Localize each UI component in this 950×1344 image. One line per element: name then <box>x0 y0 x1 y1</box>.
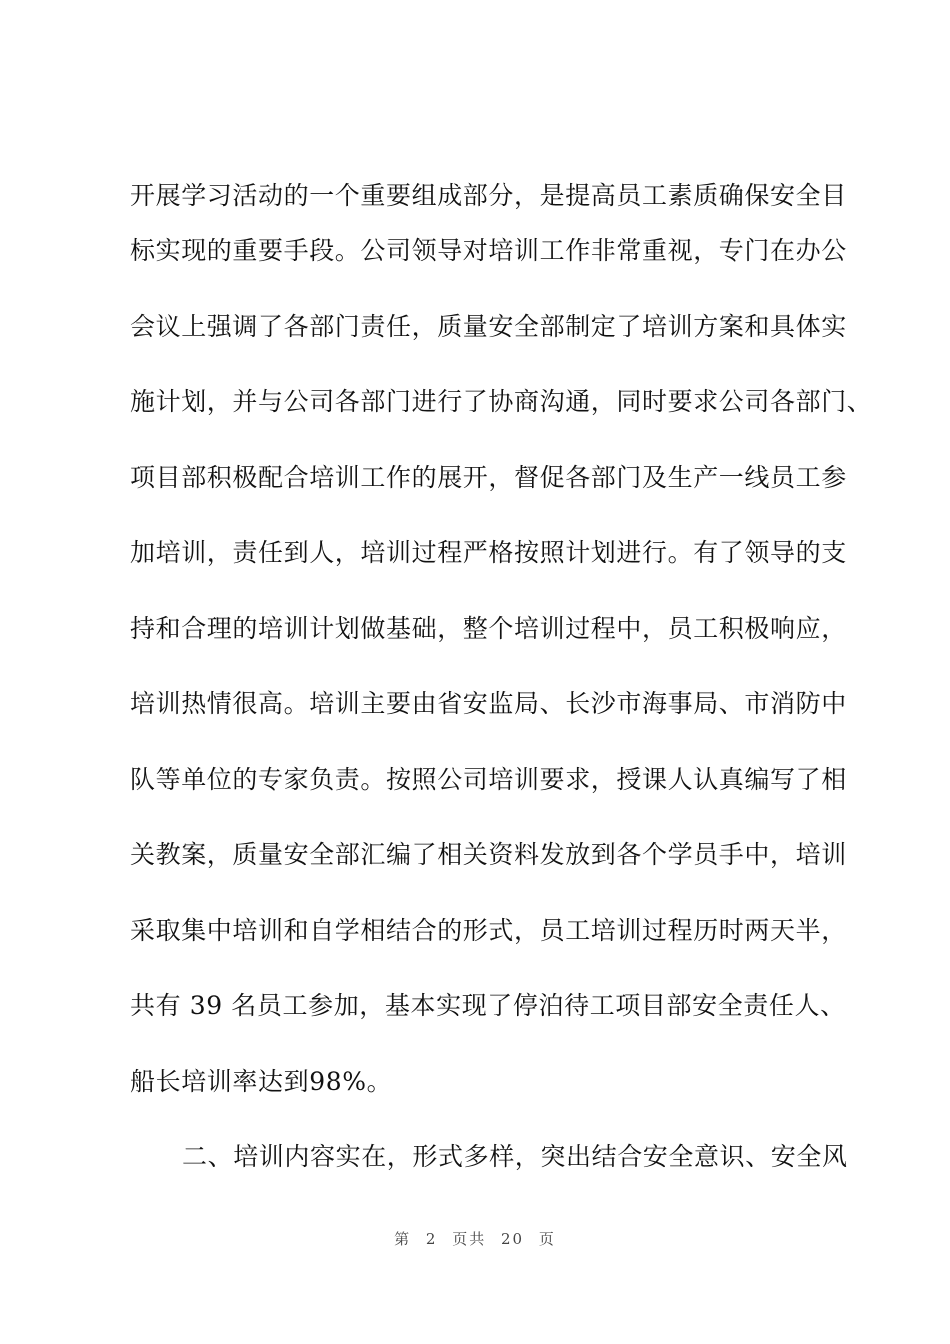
paragraph-line: 开展学习活动的一个重要组成部分，是提高员工素质确保安全目 <box>130 181 847 210</box>
paragraph-line: 施计划，并与公司各部门进行了协商沟通，同时要求公司各部门、 <box>130 387 873 416</box>
paragraph-line: 会议上强调了各部门责任，质量安全部制定了培训方案和具体实 <box>130 311 847 341</box>
paragraph-line: 关教案，质量安全部汇编了相关资料发放到各个学员手中，培训 <box>130 840 847 869</box>
paragraph-line: 项目部积极配合培训工作的展开，督促各部门及生产一线员工参 <box>130 462 847 492</box>
paragraph-line: 船长培训率达到98%。 <box>130 1066 393 1096</box>
paragraph-line: 加培训，责任到人，培训过程严格按照计划进行。有了领导的支 <box>130 538 847 567</box>
paragraph-line: 共有 39 名员工参加，基本实现了停泊待工项目部安全责任人、 <box>130 991 846 1020</box>
paragraph-line: 持和合理的培训计划做基础，整个培训过程中，员工积极响应， <box>130 613 847 643</box>
section-heading: 二、培训内容实在，形式多样，突出结合安全意识、安全风 <box>182 1142 848 1171</box>
page-number-footer: 第 2 页共 20 页 <box>394 1230 556 1248</box>
paragraph-line: 队等单位的专家负责。按照公司培训要求，授课人认真编写了相 <box>130 764 847 794</box>
document-body <box>130 168 890 1205</box>
paragraph-line: 标实现的重要手段。公司领导对培训工作非常重视，专门在办公 <box>130 236 847 265</box>
paragraph-line: 采取集中培训和自学相结合的形式，员工培训过程历时两天半， <box>130 915 847 945</box>
paragraph-line: 培训热情很高。培训主要由省安监局、长沙市海事局、市消防中 <box>130 689 847 718</box>
